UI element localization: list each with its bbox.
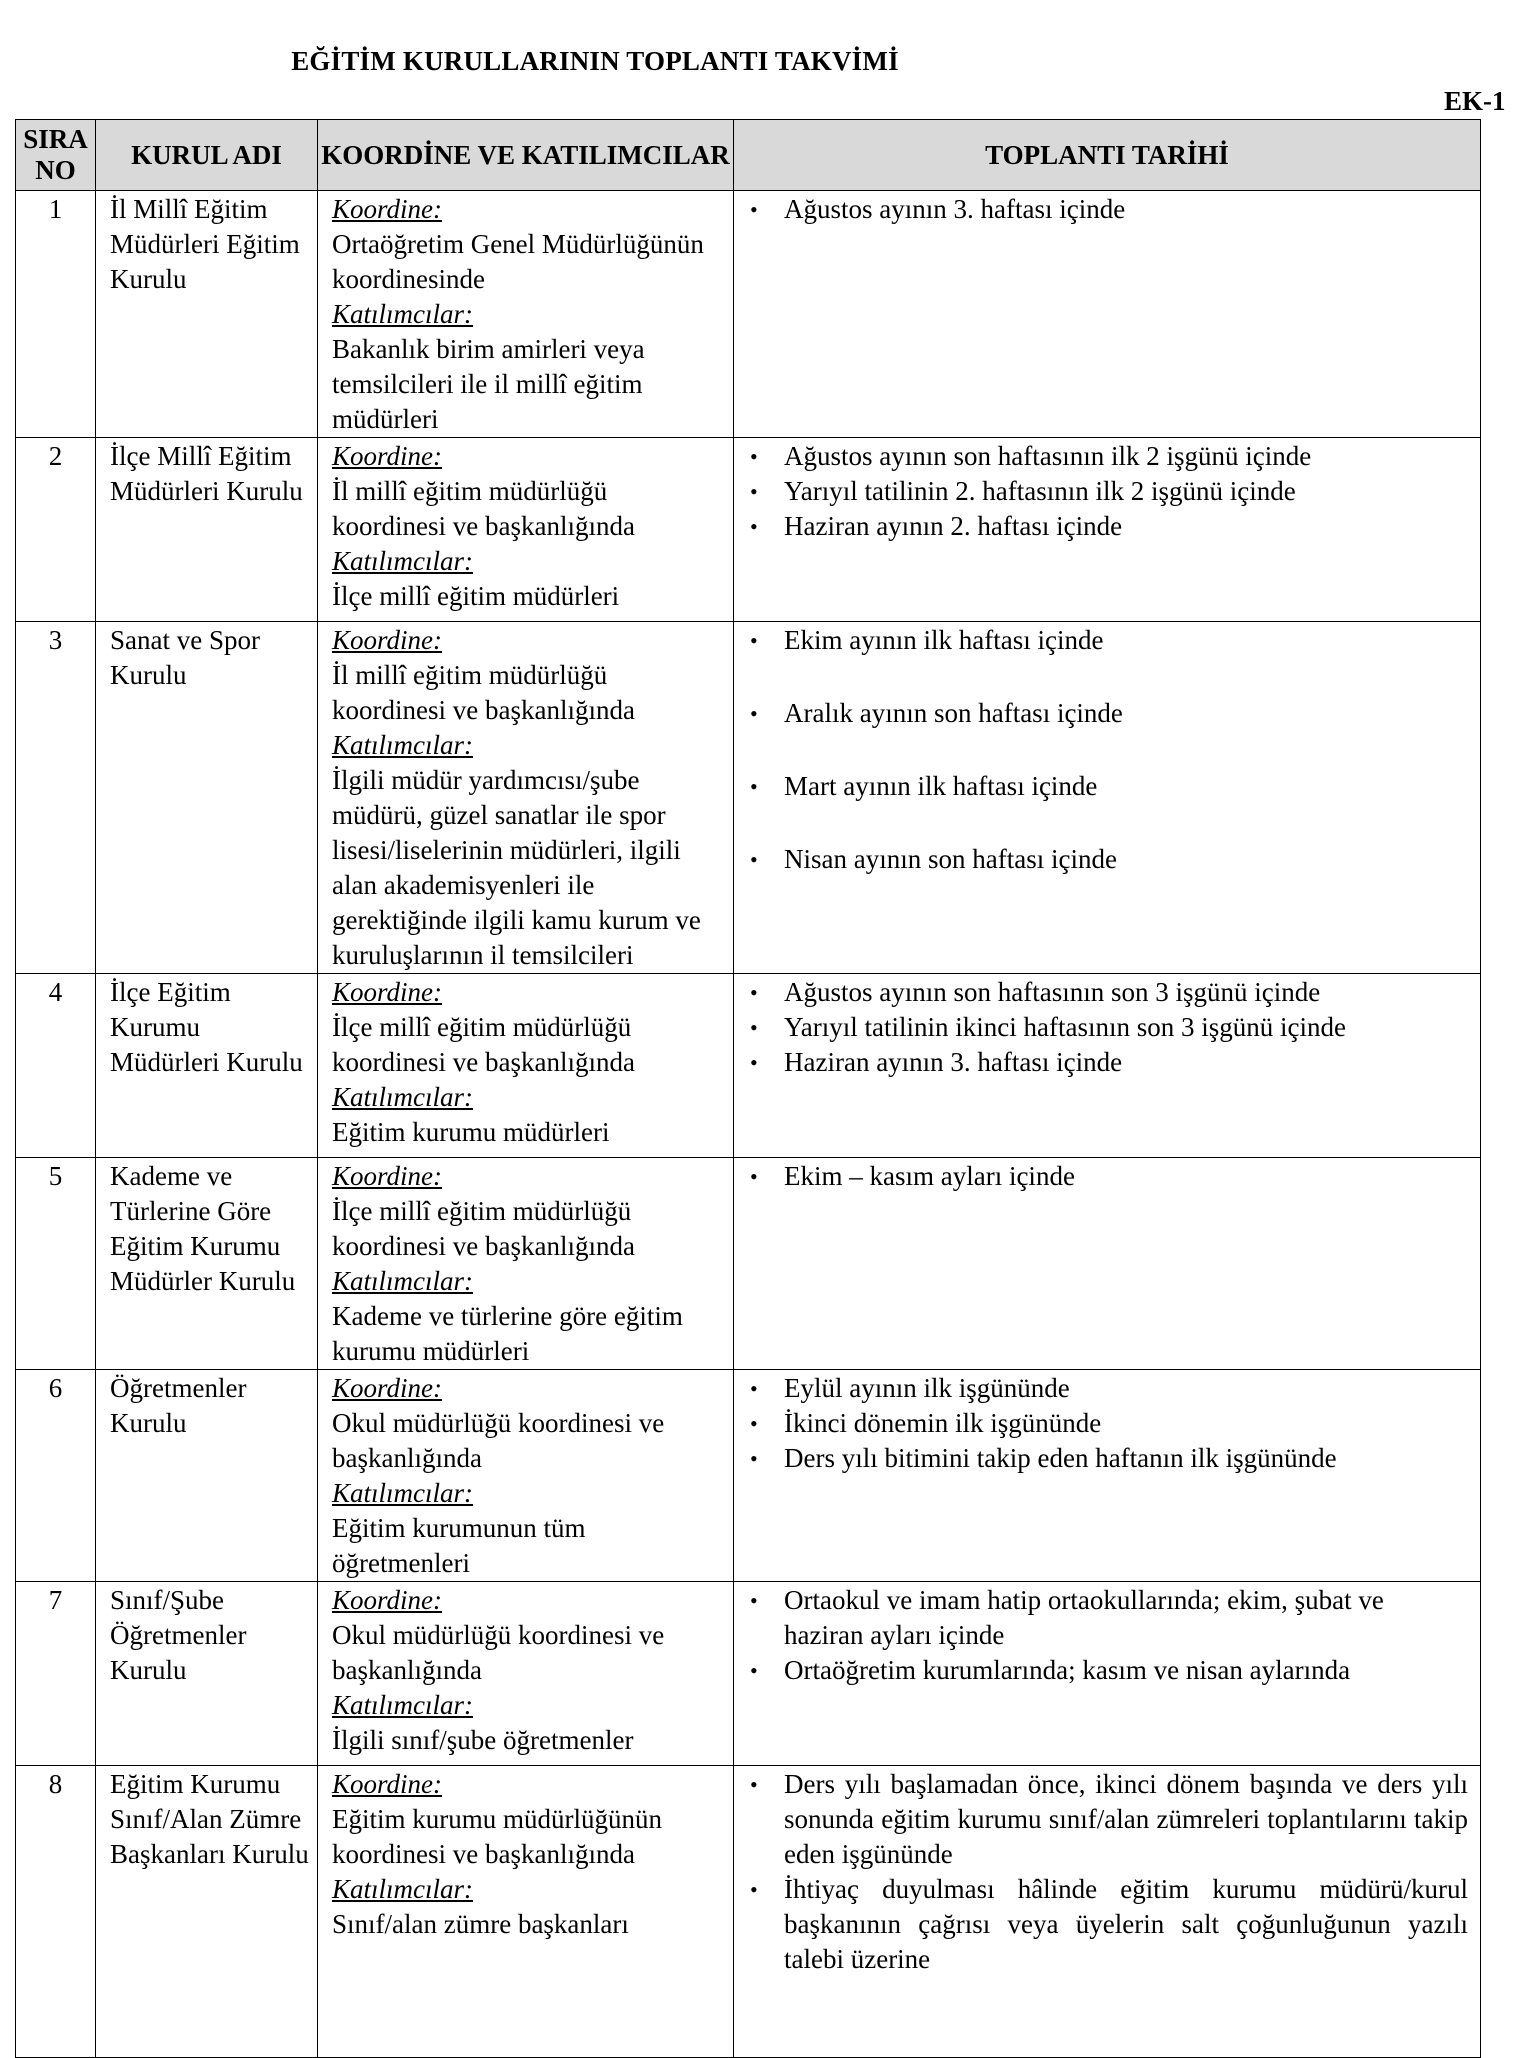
date-item: • Ders yılı bitimini takip eden haftanın ilk işgününde	[750, 1441, 1468, 1476]
table-row	[16, 1766, 1481, 2058]
row-number: 2	[16, 438, 96, 622]
meeting-date-cell	[734, 622, 1481, 974]
participants-text: Eğitim kurumu müdürleri	[332, 1117, 610, 1147]
participants-label: Katılımcılar:	[332, 1266, 473, 1296]
date-item: • Ağustos ayının 3. haftası içinde	[750, 192, 1468, 227]
coordinator-text: İlçe millî eğitim müdürlüğü koordinesi ve başkanlığında	[332, 1012, 635, 1077]
coordinator-text: Okul müdürlüğü koordinesi ve başkanlığında	[332, 1408, 665, 1473]
board-name: Öğretmenler Kurulu	[96, 1370, 318, 1582]
meeting-date-cell	[734, 1158, 1481, 1370]
date-list	[750, 623, 1468, 877]
participants-label: Katılımcılar:	[332, 1478, 473, 1508]
date-list	[750, 1371, 1468, 1476]
meeting-date-cell	[734, 1370, 1481, 1582]
participants-text: Sınıf/alan zümre başkanları	[332, 1909, 629, 1939]
coord-label: Koordine:	[332, 1585, 442, 1615]
date-item: • Ders yılı başlamadan önce, ikinci dönem başında ve ders yılı sonunda eğitim kurumu sınıf/alan zümreleri toplantılarını takip eden işgününde	[750, 1767, 1468, 1872]
participants-text: İlgili müdür yardımcısı/şube müdürü, güzel sanatlar ile spor lisesi/liselerinin müdürleri, ilgili alan akademisyenleri ile gerektiğinde ilgili kamu kurum ve kuruluşlarının il temsilcileri	[332, 765, 701, 970]
date-item: • İkinci dönemin ilk işgününde	[750, 1406, 1468, 1441]
annex-label: EK-1	[1444, 86, 1506, 116]
date-item: • Mart ayının ilk haftası içinde	[750, 769, 1468, 804]
coordination-cell	[318, 622, 734, 974]
row-number: 8	[16, 1766, 96, 2058]
coord-label: Koordine:	[332, 1769, 442, 1799]
coord-label: Koordine:	[332, 625, 442, 655]
date-item: • Nisan ayının son haftası içinde	[750, 842, 1468, 877]
date-item: • Eylül ayının ilk işgününde	[750, 1371, 1468, 1406]
coordinator-text: İl millî eğitim müdürlüğü koordinesi ve başkanlığında	[332, 660, 635, 725]
date-item: • Yarıyıl tatilinin ikinci haftasının son 3 işgünü içinde	[750, 1010, 1468, 1045]
date-item: • İhtiyaç duyulması hâlinde eğitim kurumu müdürü/kurul başkanının çağrısı veya üyelerin salt çoğunluğunun yazılı talebi üzerine	[750, 1872, 1468, 1977]
date-item: • Haziran ayının 3. haftası içinde	[750, 1045, 1468, 1080]
participants-text: Kademe ve türlerine göre eğitim kurumu müdürleri	[332, 1301, 683, 1366]
coordination-cell	[318, 438, 734, 622]
date-list	[750, 1159, 1468, 1194]
participants-label: Katılımcılar:	[332, 730, 473, 760]
participants-label: Katılımcılar:	[332, 299, 473, 329]
meeting-date-cell	[734, 191, 1481, 438]
date-list	[750, 975, 1468, 1080]
board-name: Sınıf/Şube Öğretmenler Kurulu	[96, 1582, 318, 1766]
coord-label: Koordine:	[332, 441, 442, 471]
board-name: Kademe ve Türlerine Göre Eğitim Kurumu Müdürler Kurulu	[96, 1158, 318, 1370]
date-item: • Ağustos ayının son haftasının son 3 işgünü içinde	[750, 975, 1468, 1010]
coordination-cell	[318, 191, 734, 438]
board-name: İl Millî Eğitim Müdürleri Eğitim Kurulu	[96, 191, 318, 438]
row-number: 4	[16, 974, 96, 1158]
date-item: • Ekim – kasım ayları içinde	[750, 1159, 1468, 1194]
coordinator-text: Ortaöğretim Genel Müdürlüğünün koordinesinde	[332, 229, 704, 294]
date-list	[750, 1583, 1468, 1688]
table-row	[16, 1582, 1481, 1766]
meeting-date-cell	[734, 974, 1481, 1158]
coordination-cell	[318, 1370, 734, 1582]
table-body	[16, 191, 1481, 2058]
date-list	[750, 439, 1468, 544]
participants-label: Katılımcılar:	[332, 1874, 473, 1904]
table-row	[16, 438, 1481, 622]
meeting-date-cell	[734, 1582, 1481, 1766]
row-number: 6	[16, 1370, 96, 1582]
date-item: • Ağustos ayının son haftasının ilk 2 işgünü içinde	[750, 439, 1468, 474]
table-row	[16, 622, 1481, 974]
meeting-schedule-table	[15, 119, 1481, 2058]
coord-label: Koordine:	[332, 1373, 442, 1403]
board-name: İlçe Eğitim Kurumu Müdürleri Kurulu	[96, 974, 318, 1158]
participants-text: Eğitim kurumunun tüm öğretmenleri	[332, 1513, 586, 1578]
date-list	[750, 192, 1468, 227]
coordination-cell	[318, 1582, 734, 1766]
participants-label: Katılımcılar:	[332, 1082, 473, 1112]
participants-text: Bakanlık birim amirleri veya temsilcileri ile il millî eğitim müdürleri	[332, 334, 645, 434]
row-number: 1	[16, 191, 96, 438]
coord-label: Koordine:	[332, 977, 442, 1007]
header-name: KURUL ADI	[96, 120, 318, 191]
participants-label: Katılımcılar:	[332, 546, 473, 576]
meeting-date-cell	[734, 1766, 1481, 2058]
table-row	[16, 1370, 1481, 1582]
coordinator-text: İlçe millî eğitim müdürlüğü koordinesi ve başkanlığında	[332, 1196, 635, 1261]
row-number: 3	[16, 622, 96, 974]
coordination-cell	[318, 1766, 734, 2058]
coord-label: Koordine:	[332, 194, 442, 224]
coordinator-text: Okul müdürlüğü koordinesi ve başkanlığında	[332, 1620, 665, 1685]
board-name: Eğitim Kurumu Sınıf/Alan Zümre Başkanları Kurulu	[96, 1766, 318, 2058]
coordinator-text: Eğitim kurumu müdürlüğünün koordinesi ve başkanlığında	[332, 1804, 662, 1869]
coordinator-text: İl millî eğitim müdürlüğü koordinesi ve başkanlığında	[332, 476, 635, 541]
table-row	[16, 974, 1481, 1158]
date-item: • Aralık ayının son haftası içinde	[750, 696, 1468, 731]
date-item: • Haziran ayının 2. haftası içinde	[750, 509, 1468, 544]
date-item: • Yarıyıl tatilinin 2. haftasının ilk 2 işgünü içinde	[750, 474, 1468, 509]
participants-label: Katılımcılar:	[332, 1690, 473, 1720]
row-number: 7	[16, 1582, 96, 1766]
header-date: TOPLANTI TARİHİ	[734, 120, 1481, 191]
coordination-cell	[318, 1158, 734, 1370]
participants-text: İlçe millî eğitim müdürleri	[332, 581, 620, 611]
table-row	[16, 1158, 1481, 1370]
date-item: • Ortaokul ve imam hatip ortaokullarında; ekim, şubat ve haziran ayları içinde	[750, 1583, 1468, 1653]
document-title: EĞİTİM KURULLARININ TOPLANTI TAKVİMİ	[291, 46, 899, 76]
participants-text: İlgili sınıf/şube öğretmenler	[332, 1725, 634, 1755]
header-coord: KOORDİNE VE KATILIMCILAR	[318, 120, 734, 191]
meeting-date-cell	[734, 438, 1481, 622]
date-item: • Ortaöğretim kurumlarında; kasım ve nisan aylarında	[750, 1653, 1468, 1688]
coordination-cell	[318, 974, 734, 1158]
board-name: İlçe Millî Eğitim Müdürleri Kurulu	[96, 438, 318, 622]
coord-label: Koordine:	[332, 1161, 442, 1191]
header-no: SIRA NO	[16, 120, 96, 191]
date-list	[750, 1767, 1468, 1977]
row-number: 5	[16, 1158, 96, 1370]
table-header-row	[16, 120, 1481, 191]
board-name: Sanat ve Spor Kurulu	[96, 622, 318, 974]
date-item: • Ekim ayının ilk haftası içinde	[750, 623, 1468, 658]
table-row	[16, 191, 1481, 438]
